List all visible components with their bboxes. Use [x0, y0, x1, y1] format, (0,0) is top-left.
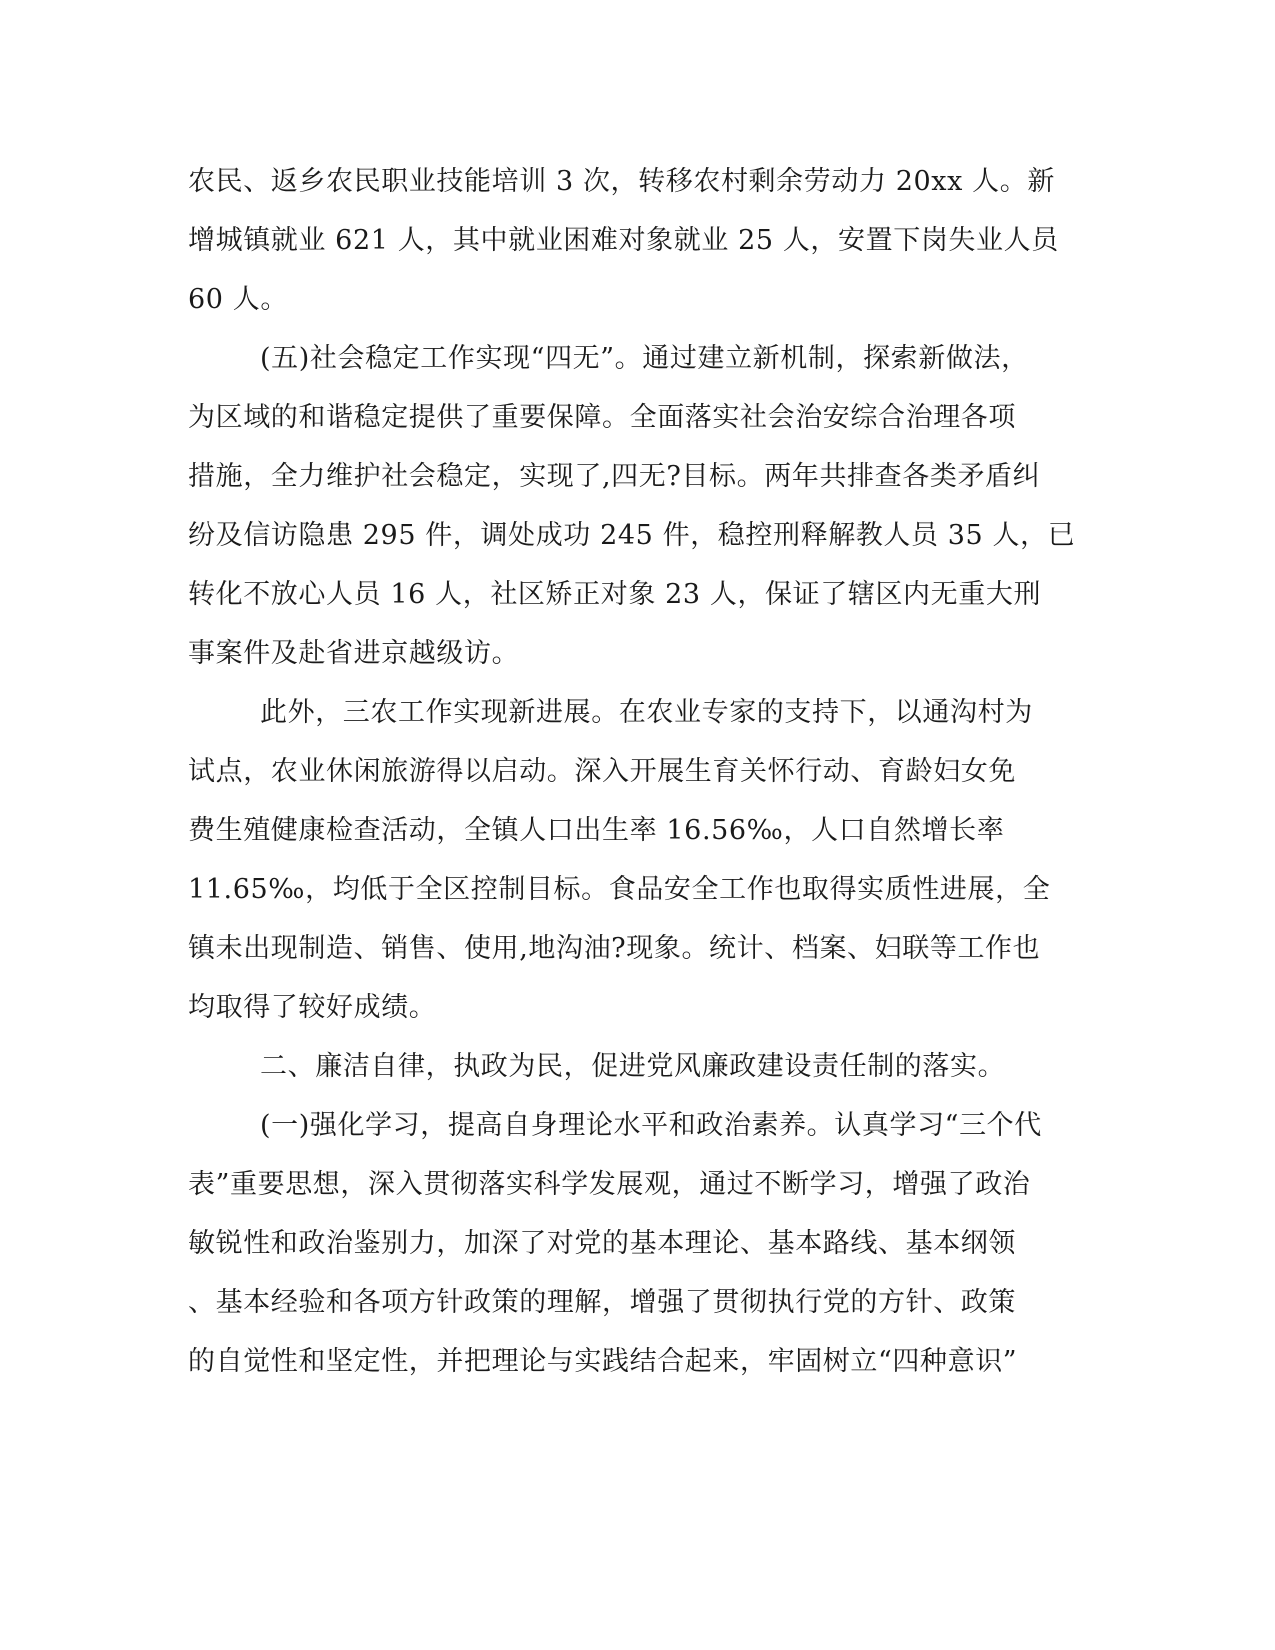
- text-line: 纷及信访隐患 295 件，调处成功 245 件，稳控刑释解教人员 35 人，已: [188, 520, 1076, 551]
- text-line: 镇未出现制造、销售、使用,地沟油?现象。统计、档案、妇联等工作也: [188, 933, 1041, 964]
- text-line: 增城镇就业 621 人，其中就业困难对象就业 25 人，安置下岗失业人员: [188, 225, 1059, 256]
- text-line: 均取得了较好成绩。: [188, 992, 437, 1023]
- text-line: 敏锐性和政治鉴别力，加深了对党的基本理论、基本路线、基本纲领: [188, 1228, 1016, 1259]
- text-line: 11.65‰，均低于全区控制目标。食品安全工作也取得实质性进展，全: [188, 874, 1051, 905]
- section-heading: 二、廉洁自律，执政为民，促进党风廉政建设责任制的落实。: [260, 1051, 1006, 1082]
- text-line: 试点，农业休闲旅游得以启动。深入开展生育关怀行动、育龄妇女免: [188, 756, 1016, 787]
- paragraph-first-line: (五)社会稳定工作实现“四无”。通过建立新机制，探索新做法，: [260, 343, 1029, 374]
- text-line: 60 人。: [188, 284, 288, 315]
- text-line: 费生殖健康检查活动，全镇人口出生率 16.56‰，人口自然增长率: [188, 815, 1005, 846]
- paragraph-first-line: (一)强化学习，提高自身理论水平和政治素养。认真学习“三个代: [260, 1110, 1042, 1141]
- text-line: 转化不放心人员 16 人，社区矫正对象 23 人，保证了辖区内无重大刑: [188, 579, 1042, 610]
- text-line: 、基本经验和各项方针政策的理解，增强了贯彻执行党的方针、政策: [188, 1287, 1016, 1318]
- paragraph-first-line: 此外，三农工作实现新进展。在农业专家的支持下，以通沟村为: [260, 697, 1033, 728]
- text-line: 的自觉性和坚定性，并把理论与实践结合起来，牢固树立“四种意识”: [188, 1346, 1018, 1377]
- text-line: 为区域的和谐稳定提供了重要保障。全面落实社会治安综合治理各项: [188, 402, 1016, 433]
- text-line: 事案件及赴省进京越级访。: [188, 638, 520, 669]
- text-line: 措施，全力维护社会稳定，实现了,四无?目标。两年共排查各类矛盾纠: [188, 461, 1041, 492]
- text-line: 表”重要思想，深入贯彻落实科学发展观，通过不断学习，增强了政治: [188, 1169, 1031, 1200]
- text-line: 农民、返乡农民职业技能培训 3 次，转移农村剩余劳动力 20xx 人。新: [188, 166, 1055, 197]
